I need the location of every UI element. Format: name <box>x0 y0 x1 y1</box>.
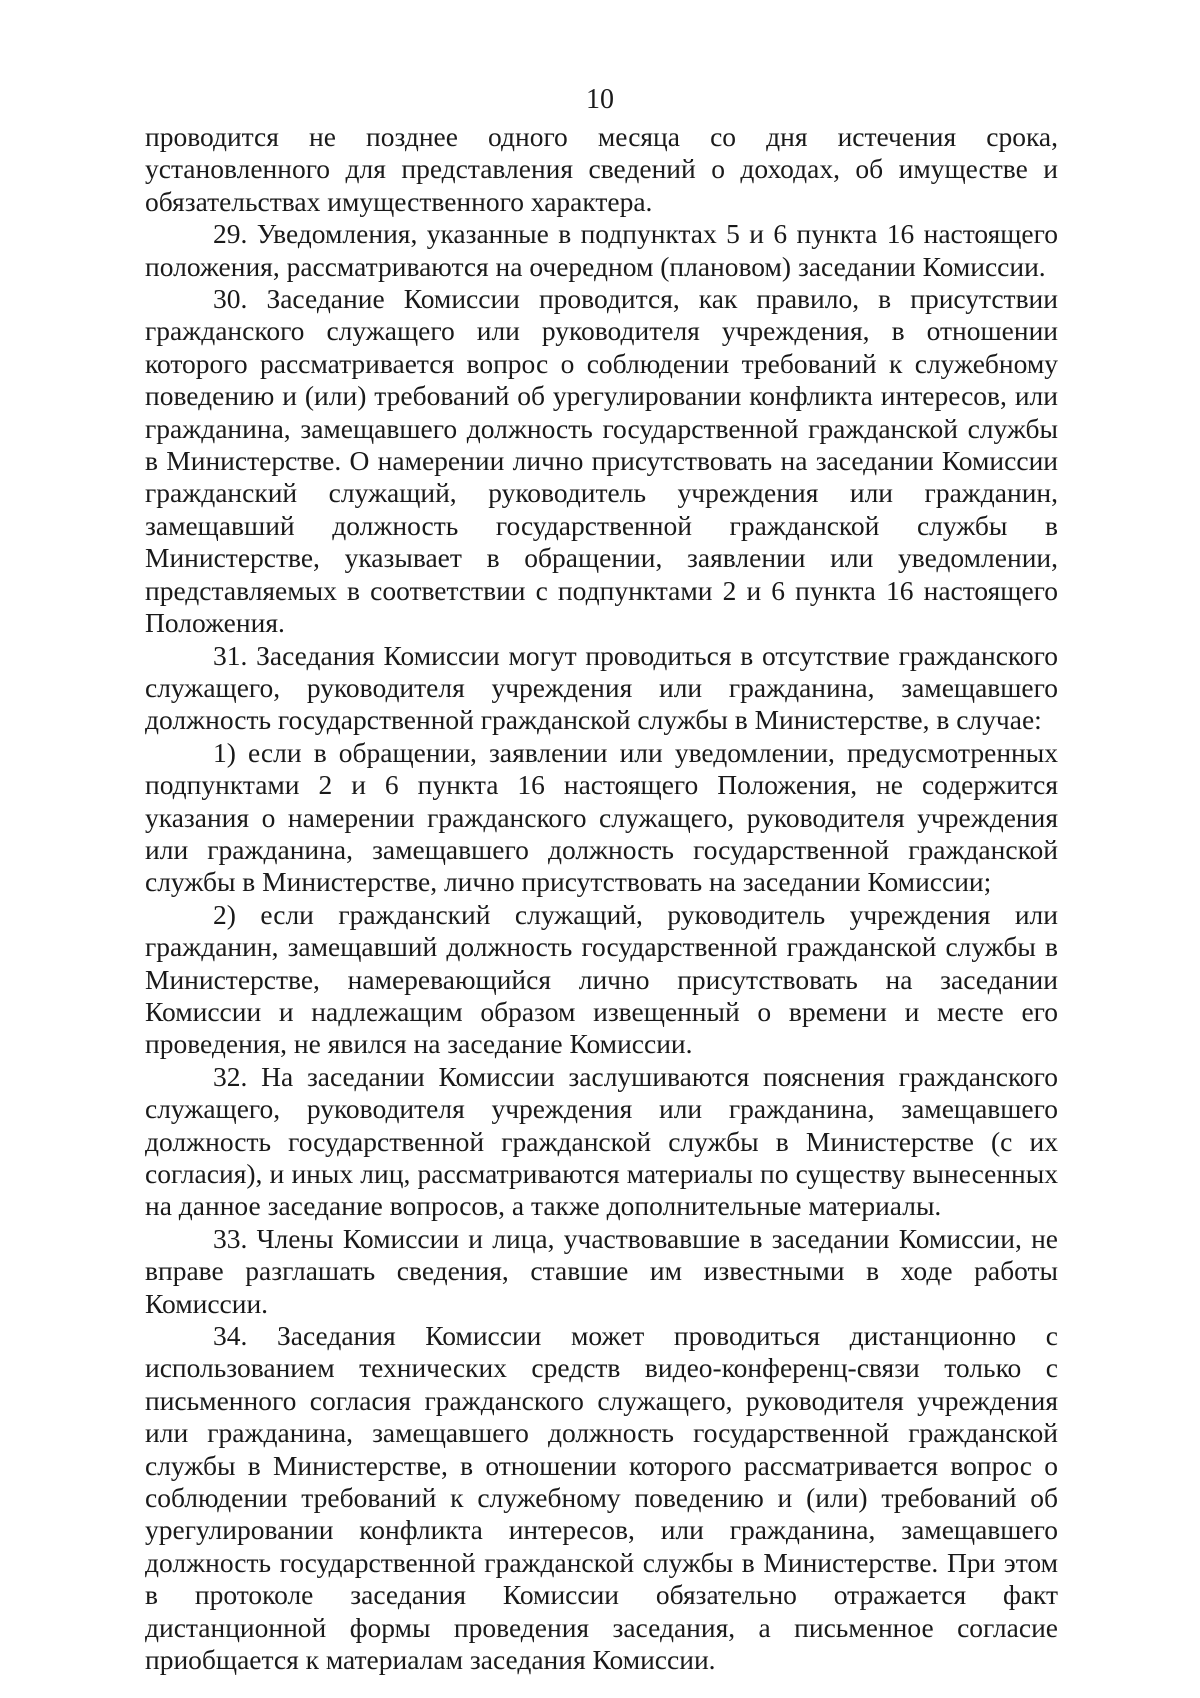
paragraph-31-item-1: 1) если в обращении, заявлении или уведомлении, предусмотренных подпунктами 2 и 6 пункта 16 настоящего Положения, не содержится указания о намерении гражданского служащего, руководителя учреждения или гражданина, замещавшего должность государственной гражданской службы в Министерстве, лично присутствовать на заседании Комиссии; <box>145 736 1058 898</box>
paragraph-32: 32. На заседании Комиссии заслушиваются пояснения гражданского служащего, руководителя учреждения или гражданина, замещавшего должность государственной гражданской службы в Министерстве (с их согласия), и иных лиц, рассматриваются материалы по существу вынесенных на данное заседание вопросов, а также дополнительные материалы. <box>145 1060 1058 1222</box>
document-body <box>145 121 1058 1677</box>
paragraph-30: 30. Заседание Комиссии проводится, как правило, в присутствии гражданского служащего или руководителя учреждения, в отношении которого рассматривается вопрос о соблюдении требований к служебному поведению и (или) требований об урегулировании конфликта интересов, или гражданина, замещавшего должность государственной гражданской службы в Министерстве. О намерении лично присутствовать на заседании Комиссии гражданский служащий, руководитель учреждения или гражданин, замещавший должность государственной гражданской службы в Министерстве, указывает в обращении, заявлении или уведомлении, представляемых в соответствии с подпунктами 2 и 6 пункта 16 настоящего Положения. <box>145 283 1058 639</box>
paragraph-31: 31. Заседания Комиссии могут проводиться в отсутствие гражданского служащего, руководителя учреждения или гражданина, замещавшего должность государственной гражданской службы в Министерстве, в случае: <box>145 639 1058 736</box>
paragraph-31-item-2: 2) если гражданский служащий, руководитель учреждения или гражданин, замещавший должность государственной гражданской службы в Министерстве, намеревающийся лично присутствовать на заседании Комиссии и надлежащим образом извещенный о времени и месте его проведения, не явился на заседание Комиссии. <box>145 898 1058 1060</box>
paragraph-33: 33. Члены Комиссии и лица, участвовавшие в заседании Комиссии, не вправе разглашать сведения, ставшие им известными в ходе работы Комиссии. <box>145 1222 1058 1319</box>
page-number: 10 <box>586 84 614 115</box>
paragraph-29: 29. Уведомления, указанные в подпунктах 5 и 6 пункта 16 настоящего положения, рассматриваются на очередном (плановом) заседании Комиссии. <box>145 218 1058 282</box>
paragraph-continuation: проводится не позднее одного месяца со дня истечения срока, установленного для представления сведений о доходах, об имуществе и обязательствах имущественного характера. <box>145 121 1058 217</box>
paragraph-34: 34. Заседания Комиссии может проводиться дистанционно с использованием технических средств видео-конференц-связи только с письменного согласия гражданского служащего, руководителя учреждения или гражданина, замещавшего должность государственной гражданской службы в Министерстве, в отношении которого рассматривается вопрос о соблюдении требований к служебному поведению и (или) требований об урегулировании конфликта интересов, или гражданина, замещавшего должность государственной гражданской службы в Министерстве. При этом в протоколе заседания Комиссии обязательно отражается факт дистанционной формы проведения заседания, а письменное согласие приобщается к материалам заседания Комиссии. <box>145 1320 1058 1676</box>
